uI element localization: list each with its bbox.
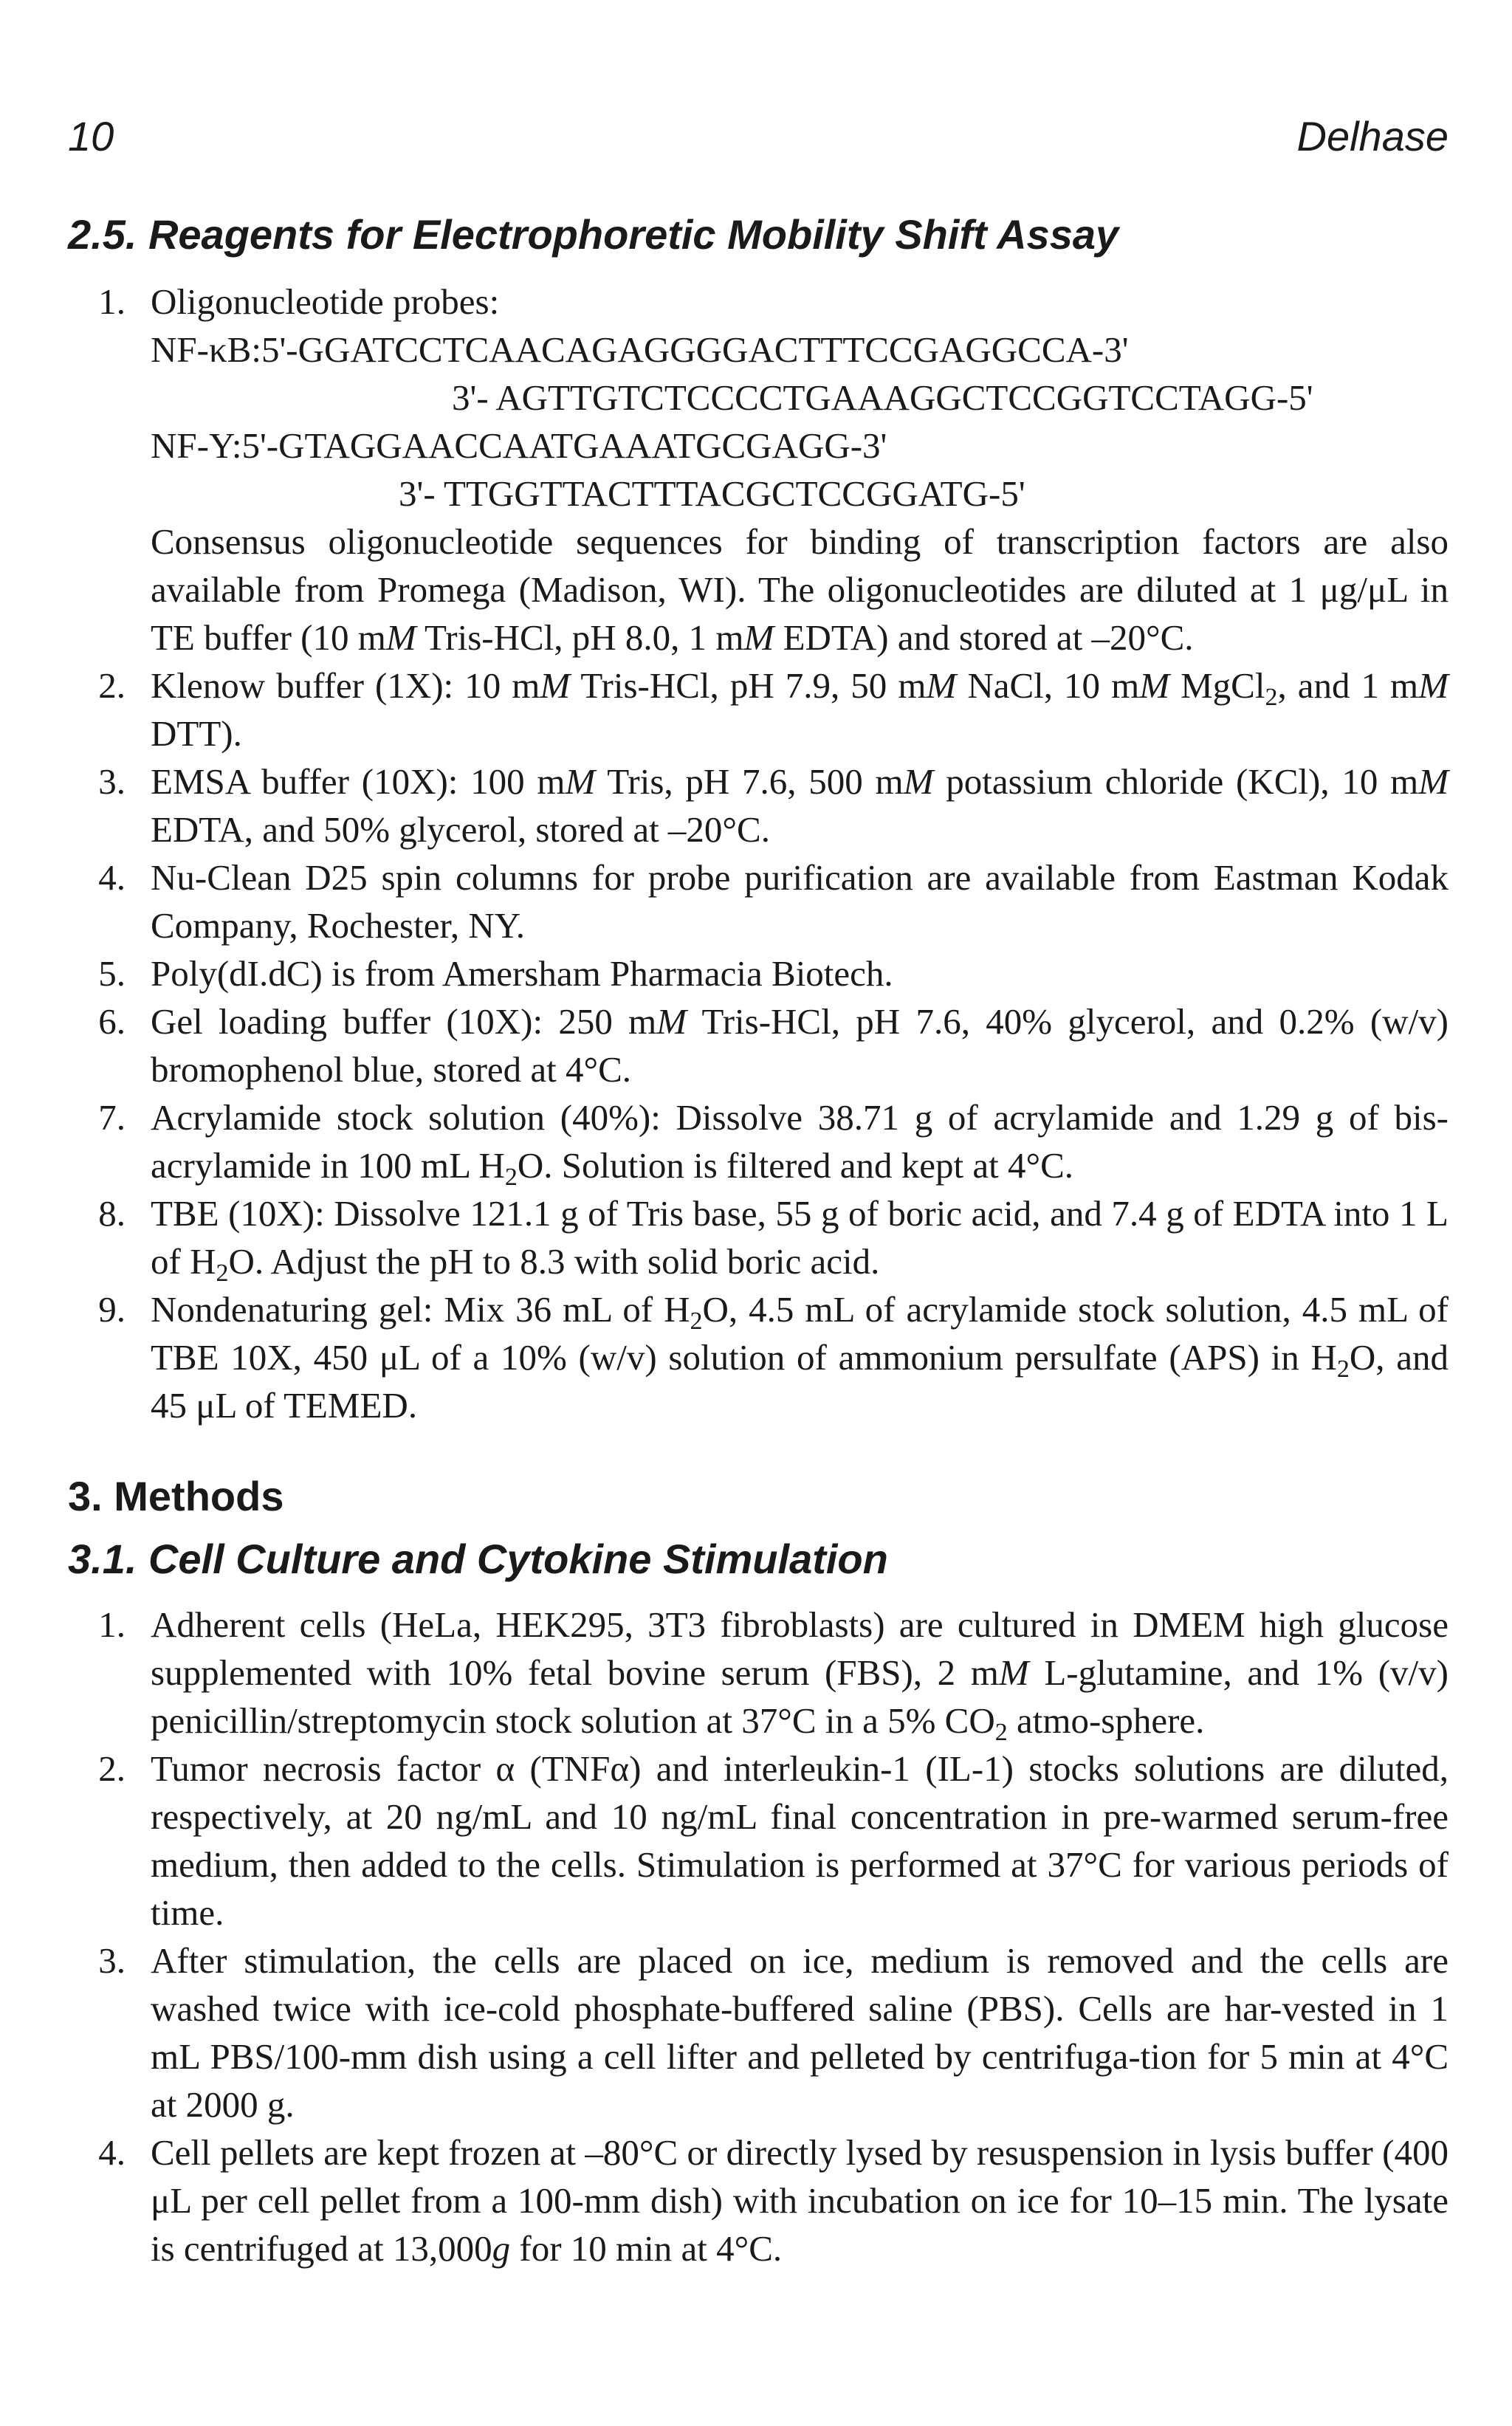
list-item: 7. Acrylamide stock solution (40%): Dissolve 38.71 g of acrylamide and 1.29 g of bis-acrylamide in 100 mL $H_2O$. Solution is filtered and kept at 4°C. — [68, 1093, 1449, 1189]
list-item — [68, 278, 1449, 662]
list-item: 3. After stimulation, the cells are placed on ice, medium is removed and the cells are washed twice with ice-cold phosphate-buffered saline (PBS). Cells are har-vested in 1 mL PBS/100-mm dish using a cell lifter and pelleted by centrifuga-tion for 5 min at 4°C at 2000 g. — [68, 1937, 1449, 2128]
page-number: 10 — [68, 113, 114, 159]
probe-sequence: 3'- AGTTGTCTCCCCTGAAAGGCTCCGGTCCTAGG-5' — [452, 377, 1313, 418]
item-number: 4. — [98, 857, 126, 898]
item-note: Consensus oligonucleotide sequences for binding of transcription factors are also available from Promega (Madison, WI). The oligonucleotides are diluted at 1 μg/μL in TE buffer (10 mM Tris-HCl, pH 8.0, 1 mM EDTA) and stored at –20°C. — [151, 521, 1449, 658]
item-number: 2. — [98, 1748, 126, 1789]
probe-sequence: 3'- TTGGTTACTTTACGCTCCGGATG-5' — [399, 473, 1025, 514]
section-heading-3-1: 3.1. Cell Culture and Cytokine Stimulation — [68, 1536, 888, 1582]
item-number: 5. — [98, 953, 126, 994]
list-item: 1. Adherent cells (HeLa, HEK295, 3T3 fibroblasts) are cultured in DMEM high glucose supplemented with 10% fetal bovine serum (FBS), 2 mM L-glutamine, and 1% (v/v) penicillin/streptomycin stock solution at 37°C in a 5% $CO_2$ atmo-sphere. — [68, 1601, 1449, 1745]
section-heading-2-5: 2.5. Reagents for Electrophoretic Mobility Shift Assay — [68, 211, 1119, 258]
item-number: 7. — [98, 1097, 126, 1138]
running-head-author: Delhase — [1296, 113, 1449, 159]
item-number: 3. — [98, 761, 126, 802]
list-item: 6. Gel loading buffer (10X): 250 mM Tris-HCl, pH 7.6, 40% glycerol, and 0.2% (w/v) bromophenol blue, stored at 4°C. — [68, 997, 1449, 1093]
item-number: 1. — [98, 281, 126, 322]
list-item: 9. Nondenaturing gel: Mix 36 mL of $H_2O$, 4.5 mL of acrylamide stock solution, 4.5 mL of TBE 10X, 450 μL of a 10% (w/v) solution of ammonium persulfate (APS) in $H_2O$, and 45 μL of TEMED. — [68, 1285, 1449, 1429]
list-item: 2. Klenow buffer (1X): 10 mM Tris-HCl, pH 7.9, 50 mM NaCl, 10 mM MgCl$_2$, and 1 mM DTT). — [68, 662, 1449, 757]
list-item: 5. Poly(dI.dC) is from Amersham Pharmacia Biotech. — [68, 949, 1449, 997]
methods-list — [68, 1601, 1449, 2272]
item-title: Oligonucleotide probes: — [151, 281, 500, 322]
document-page — [68, 0, 1449, 2426]
item-number: 4. — [98, 2132, 126, 2173]
list-item: 8. TBE (10X): Dissolve 121.1 g of Tris base, 55 g of boric acid, and 7.4 g of EDTA into 1 L of $H_2O$. Adjust the pH to 8.3 with solid boric acid. — [68, 1189, 1449, 1285]
list-item: 3. EMSA buffer (10X): 100 mM Tris, pH 7.6, 500 mM potassium chloride (KCl), 10 mM EDTA, and 50% glycerol, stored at –20°C. — [68, 757, 1449, 853]
item-number: 2. — [98, 665, 126, 706]
item-number: 1. — [98, 1604, 126, 1645]
item-number: 9. — [98, 1289, 126, 1330]
item-number: 8. — [98, 1193, 126, 1234]
section-heading-3: 3. Methods — [68, 1473, 284, 1519]
item-number: 6. — [98, 1001, 126, 1042]
reagent-list — [68, 278, 1449, 1429]
item-number: 3. — [98, 1940, 126, 1981]
list-item: 4. Cell pellets are kept frozen at –80°C or directly lysed by resuspension in lysis buffer (400 μL per cell pellet from a 100-mm dish) with incubation on ice for 10–15 min. The lysate is centrifuged at 13,000g for 10 min at 4°C. — [68, 2128, 1449, 2272]
list-item: 4. Nu-Clean D25 spin columns for probe purification are available from Eastman Kodak Company, Rochester, NY. — [68, 853, 1449, 949]
probe-sequence: NF-Y:5'-GTAGGAACCAATGAAATGCGAGG-3' — [151, 425, 887, 466]
list-item: 2. Tumor necrosis factor α (TNFα) and interleukin-1 (IL-1) stocks solutions are diluted, respectively, at 20 ng/mL and 10 ng/mL final concentration in pre-warmed serum-free medium, then added to the cells. Stimulation is performed at 37°C for various periods of time. — [68, 1745, 1449, 1937]
probe-sequence: NF-κB:5'-GGATCCTCAACAGAGGGGACTTTCCGAGGCCA-3' — [151, 329, 1129, 370]
